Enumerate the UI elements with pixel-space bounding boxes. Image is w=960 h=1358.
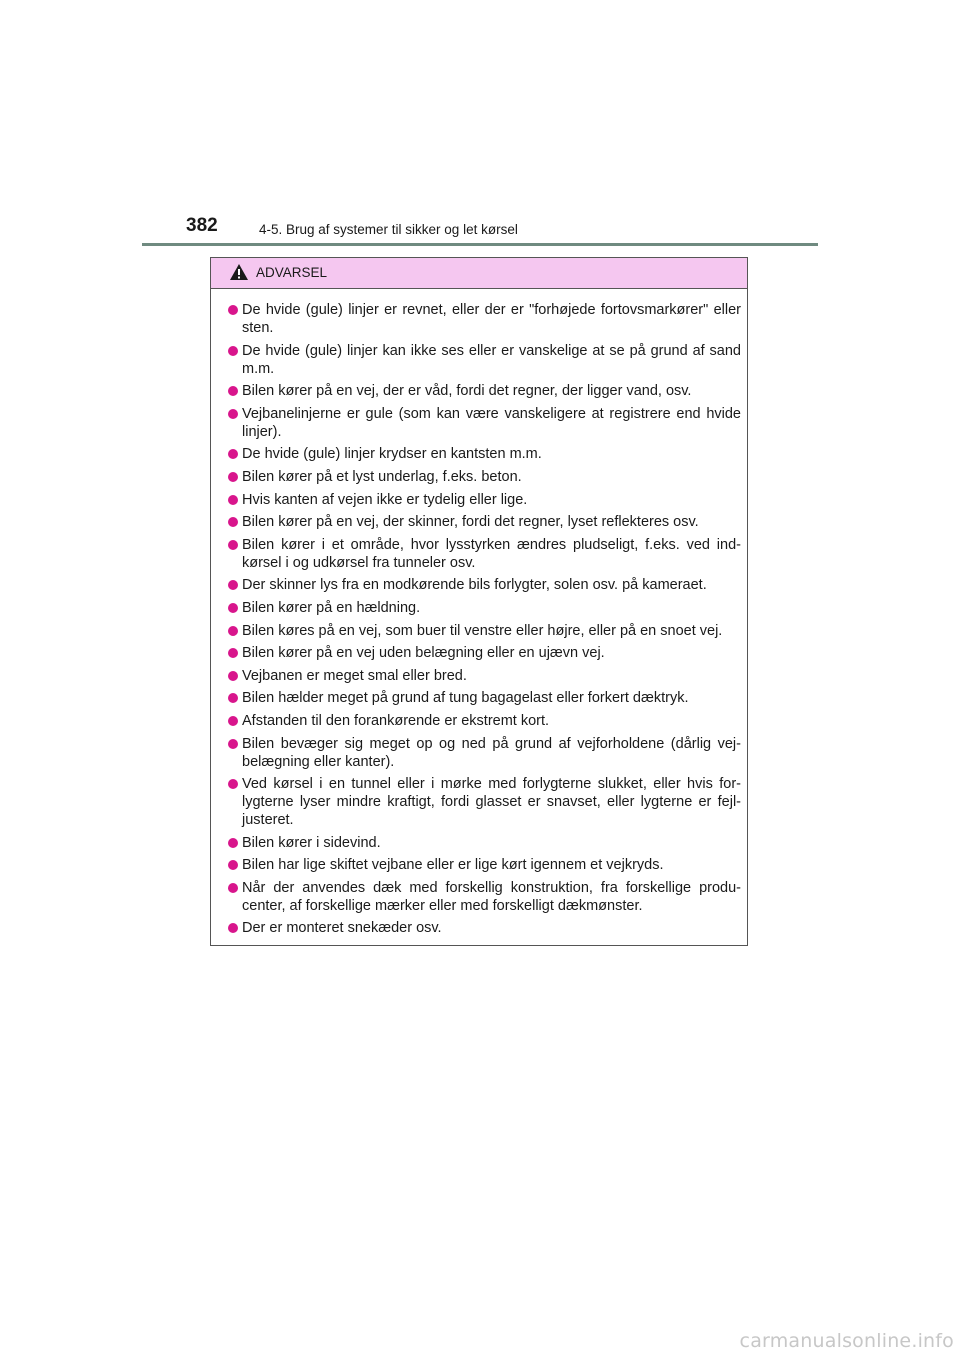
list-item-text: Bilen kører på et lyst underlag, f.eks. beton. xyxy=(242,468,522,485)
list-item-text: Vejbanen er meget smal eller bred. xyxy=(242,667,467,684)
list-item xyxy=(228,667,741,685)
list-item-text: Bilen køres på en vej, som buer til venstre eller højre, eller på en snoet vej. xyxy=(242,622,723,639)
watermark: carmanualsonline.info xyxy=(739,1330,954,1352)
warning-box xyxy=(210,257,748,946)
list-item xyxy=(228,775,741,829)
bullet-icon xyxy=(228,409,238,419)
list-item-text: Bilen kører på en vej, der skinner, fordi det regner, lyset reflekteres osv. xyxy=(242,514,699,531)
bullet-icon xyxy=(228,838,238,848)
warning-label: ADVARSEL xyxy=(256,265,328,280)
bullet-icon xyxy=(228,517,238,527)
list-item-text: Der er monteret snekæder osv. xyxy=(242,920,442,937)
list-item xyxy=(228,513,741,531)
bullet-icon xyxy=(228,693,238,703)
list-item-text: Bilen kører i et område, hvor lysstyrken ændres pludseligt, f.eks. ved ind-kørsel i og udkørsel fra tunneler osv. xyxy=(242,536,741,571)
page-number: 382 xyxy=(186,215,218,236)
list-item-text: De hvide (gule) linjer er revnet, eller der er "forhøjede fortovsmarkører" eller sten. xyxy=(242,302,741,336)
list-item xyxy=(228,834,741,852)
list-item xyxy=(228,342,741,378)
bullet-icon xyxy=(228,540,238,550)
list-item-text: Bilen har lige skiftet vejbane eller er lige kørt igennem et vejkryds. xyxy=(242,857,664,874)
bullet-icon xyxy=(228,883,238,893)
bullet-icon xyxy=(228,603,238,613)
list-item xyxy=(228,445,741,463)
list-item xyxy=(228,491,741,509)
list-item-text: Bilen kører i sidevind. xyxy=(242,834,381,851)
list-item-text: Afstanden til den forankørende er ekstremt kort. xyxy=(242,712,550,729)
bullet-icon xyxy=(228,648,238,658)
list-item-text: Bilen hælder meget på grund af tung bagagelast eller forkert dæktryk. xyxy=(242,690,689,707)
bullet-icon xyxy=(228,472,238,482)
list-item xyxy=(228,382,741,400)
list-item xyxy=(228,599,741,617)
bullet-icon xyxy=(228,449,238,459)
bullet-icon xyxy=(228,346,238,356)
list-item-text: De hvide (gule) linjer krydser en kantsten m.m. xyxy=(242,446,542,463)
list-item xyxy=(228,405,741,441)
list-item xyxy=(228,468,741,486)
list-item xyxy=(228,712,741,730)
list-item xyxy=(228,644,741,662)
list-item xyxy=(228,856,741,874)
bullet-icon xyxy=(228,923,238,933)
list-item xyxy=(228,735,741,771)
list-item-text: Når der anvendes dæk med forskellig konstruktion, fra forskellige produ-center, af forskellige mærker eller med forskelligt dækmønster. xyxy=(242,879,741,914)
list-item-text: Bilen bevæger sig meget op og ned på grund af vejforholdene (dårlig vej-belægning eller kanter). xyxy=(242,735,741,770)
list-item-text: Bilen kører på en vej uden belægning eller en ujævn vej. xyxy=(242,645,605,662)
list-item-text: Bilen kører på en hældning. xyxy=(242,599,421,616)
list-item-text: Der skinner lys fra en modkørende bils forlygter, solen osv. på kameraet. xyxy=(242,577,707,594)
list-item-text: Hvis kanten af vejen ikke er tydelig eller lige. xyxy=(242,491,528,508)
list-item xyxy=(228,301,741,337)
header-rule xyxy=(142,243,818,246)
bullet-icon xyxy=(228,739,238,749)
bullet-icon xyxy=(228,779,238,789)
bullet-icon xyxy=(228,716,238,726)
bullet-icon xyxy=(228,495,238,505)
list-item-text: Vejbanelinjerne er gule (som kan være vanskeligere at registrere end hvide linjer). xyxy=(242,405,741,440)
list-item xyxy=(228,879,741,915)
bullet-icon xyxy=(228,626,238,636)
warning-list xyxy=(211,289,747,937)
list-item xyxy=(228,576,741,594)
list-item-text: Bilen kører på en vej, der er våd, fordi det regner, der ligger vand, osv. xyxy=(242,383,692,400)
bullet-icon xyxy=(228,305,238,315)
bullet-icon xyxy=(228,860,238,870)
list-item xyxy=(228,689,741,707)
list-item xyxy=(228,919,741,937)
list-item xyxy=(228,536,741,572)
list-item-text: Ved kørsel i en tunnel eller i mørke med forlygterne slukket, eller hvis for-lygterne lyser mindre kraftigt, fordi glasset er snavset, eller lygterne er fejl-justeret. xyxy=(242,776,741,829)
bullet-icon xyxy=(228,386,238,396)
warning-header xyxy=(211,258,747,289)
bullet-icon xyxy=(228,671,238,681)
bullet-icon xyxy=(228,580,238,590)
section-title: 4-5. Brug af systemer til sikker og let kørsel xyxy=(259,222,518,237)
list-item-text: De hvide (gule) linjer kan ikke ses eller er vanskelige at se på grund af sand m.m. xyxy=(242,342,741,377)
warning-triangle-icon xyxy=(229,263,249,281)
list-item xyxy=(228,622,741,640)
